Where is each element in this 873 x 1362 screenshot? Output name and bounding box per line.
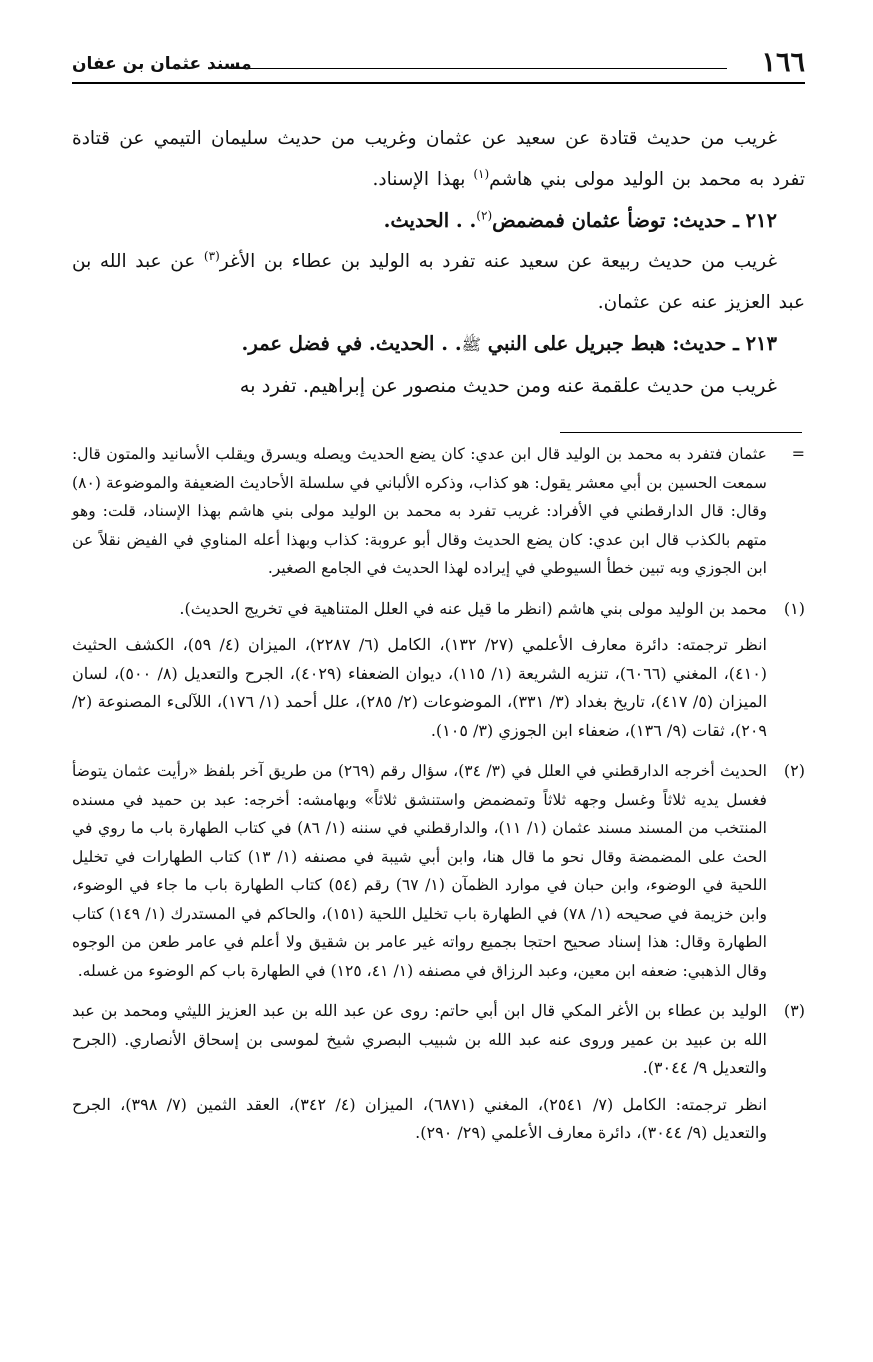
footnote-1 (72, 595, 805, 746)
footnote-1-para-2: انظر ترجمته: دائرة معارف الأعلمي (٢٧/ ١٣٢)، الكامل (٦/ ٢٢٨٧)، الميزان (٤/ ٥٩)، الكشف الحثيث (٤١٠)، المغني (٦٠٦٦)، تنزيه الشريعة (١/ ١١٥)، ديوان الضعفاء (٤٠٢٩)، الجرح والتعديل (٨/ ٥٠٠)، لسان الميزان (٥/ ٤١٧)، تاريخ بغداد (٣/ ٣٣١)، الموضوعات (٢/ ٢٨٥)، علل أحمد (١/ ١٧٦)، اللآلىء المصنوعة (٢/ ٢٠٩)، ثقات (٩/ ١٣٦)، ضعفاء ابن الجوزي (٣/ ١٠٥). (72, 635, 768, 740)
hadith-212-number: ٢١٢ ـ حديث: (672, 209, 777, 232)
footnote-3-para-1: الوليد بن عطاء بن الأغر المكي قال ابن أبي حاتم: روى عن عبد الله بن عبد العزيز الليثي ومحمد بن عبد الله بن عبيد بن عمير وروى عنه عبد الله بن شبيب البصري شيخ لموسى بن إسحاق الأنصاري. (الجرح والتعديل ٩/ ٣٠٤٤). (72, 1001, 767, 1077)
footnote-2-para-1: الحديث أخرجه الدارقطني في العلل في (٣/ ٣٤)، سؤال رقم (٢٦٩) من طريق آخر بلفظ «رأيت عثمان يتوضأ فغسل يديه ثلاثاً وغسل وجهه ثلاثاً وتمضمض واستنشق ثلاثاً» وبهامشه: أخرجه: عبد بن حميد في مسنده المنتخب من المسند مسند عثمان (١/ ١١)، والدارقطني في سننه (١/ ٨٦) في كتاب الطهارة باب ما روي في الحث على المضمضة وقال نحو ما قال هنا، وابن أبي شيبة في مصنفه (١/ ١٣) كتاب الطهارات في تخليل اللحية في الوضوء، وابن حبان في موارد الظمآن (١/ ٦٧) رقم (٥٤) كتاب الطهارة باب ما جاء في الوضوء، وابن خزيمة في صحيحه (١/ ٧٨) في الطهارة باب تخليل اللحية (١٥١)، والحاكم في المستدرك (١/ ١٤٩) كتاب الطهارة وقال: هذا إسناد صحيح احتجا بجميع رواته غير عامر بن شقيق ولا أعلم في عامر طعن من الوجوه وقال الذهبي: ضعفه ابن معين، وعبد الرزاق في مصنفه (١/ ٤١، ١٢٥) في الطهارة باب كم الوضوء من غسله. (72, 762, 768, 980)
paragraph-1-text: غريب من حديث قتادة عن سعيد عن عثمان وغريب من حديث سليمان التيمي عن قتادة تفرد به محمد بن الوليد مولى بني هاشم (72, 128, 805, 190)
footnote-1-para-1: محمد بن الوليد مولى بني هاشم (انظر ما قيل عنه في العلل المتناهية في تخريج الحديث). (179, 598, 767, 618)
paragraph-2-tail: عن عبد الله بن عبد العزيز عنه عن عثمان. (72, 251, 805, 313)
paragraph-2-text: غريب من حديث ربيعة عن سعيد عنه تفرد به الوليد بن عطاء بن الأغر (219, 251, 777, 272)
footnote-separator (560, 432, 802, 433)
hadith-212 (72, 200, 805, 241)
hadith-213-text: هبط جبريل على النبي (480, 332, 673, 355)
hadith-212-tail: . . الحديث. (383, 209, 477, 232)
hadith-213-number: ٢١٣ ـ حديث: (672, 332, 777, 355)
page-number: ١٦٦ (761, 47, 805, 78)
footnote-3-para-2: انظر ترجمته: الكامل (٧/ ٢٥٤١)، المغني (٦٨٧١)، الميزان (٤/ ٣٤٢)، العقد الثمين (٧/ ٣٩٨)، الجرح والتعديل (٩/ ٣٠٤٤)، دائرة معارف الأعلمي (٢٩/ ٢٩٠). (72, 1094, 768, 1142)
footnote-continuation-marker: = (791, 444, 805, 463)
footnote-ref-1: (١) (473, 166, 490, 181)
footnote-continuation-text: عثمان فتفرد به محمد بن الوليد قال ابن عدي: كان يضع الحديث ويصله ويسرق ويقلب الأسانيد والمتون قال: سمعت الحسين بن أبي معشر يقول: هو كذاب، وذكره الألباني في سلسلة الأحاديث الضعيفة والموضوعة (٨٠) وقال: قال الدارقطني في الأفراد: غريب تفرد به محمد بن الوليد مولى بني هاشم بهذا الإسناد، قلت: وهو متهم بالكذب قال ابن عدي: كان يضع الحديث وقال أبو عروبة: كذاب وبهذا أعله المناوي في الفيض نقلاً عن ابن الجوزي وبه تبين خطأ السيوطي في إيراده لهذا الحديث في الجامع الصغير. (72, 445, 767, 577)
footnote-ref-3: (٣) (203, 248, 220, 263)
footnotes (72, 440, 805, 1160)
footnote-1-marker: (١) (783, 598, 805, 618)
paragraph-1 (72, 118, 805, 200)
salutation-glyph: ﷺ (461, 335, 481, 354)
footnote-ref-2: (٢) (476, 208, 493, 223)
header-rule (230, 68, 727, 69)
paragraph-3 (72, 365, 805, 406)
paragraph-2 (72, 241, 805, 323)
footnote-continuation (72, 440, 805, 583)
page-header (72, 48, 805, 84)
footnote-2-marker: (٢) (783, 761, 805, 780)
footnote-3-marker: (٣) (783, 1001, 805, 1020)
footnote-3 (72, 997, 805, 1148)
running-title: مسند عثمان بن عفان (72, 54, 252, 74)
hadith-213-tail: . . الحديث. في فضل عمر. (241, 332, 462, 355)
paragraph-3-text: غريب من حديث علقمة عنه ومن حديث منصور عن إبراهيم. تفرد به (239, 374, 777, 397)
footnote-2 (72, 757, 805, 985)
hadith-213 (72, 323, 805, 365)
hadith-212-text: توضأ عثمان فمضمض (492, 209, 673, 232)
main-text (72, 118, 805, 406)
paragraph-1-tail: بهذا الإسناد. (372, 169, 474, 190)
